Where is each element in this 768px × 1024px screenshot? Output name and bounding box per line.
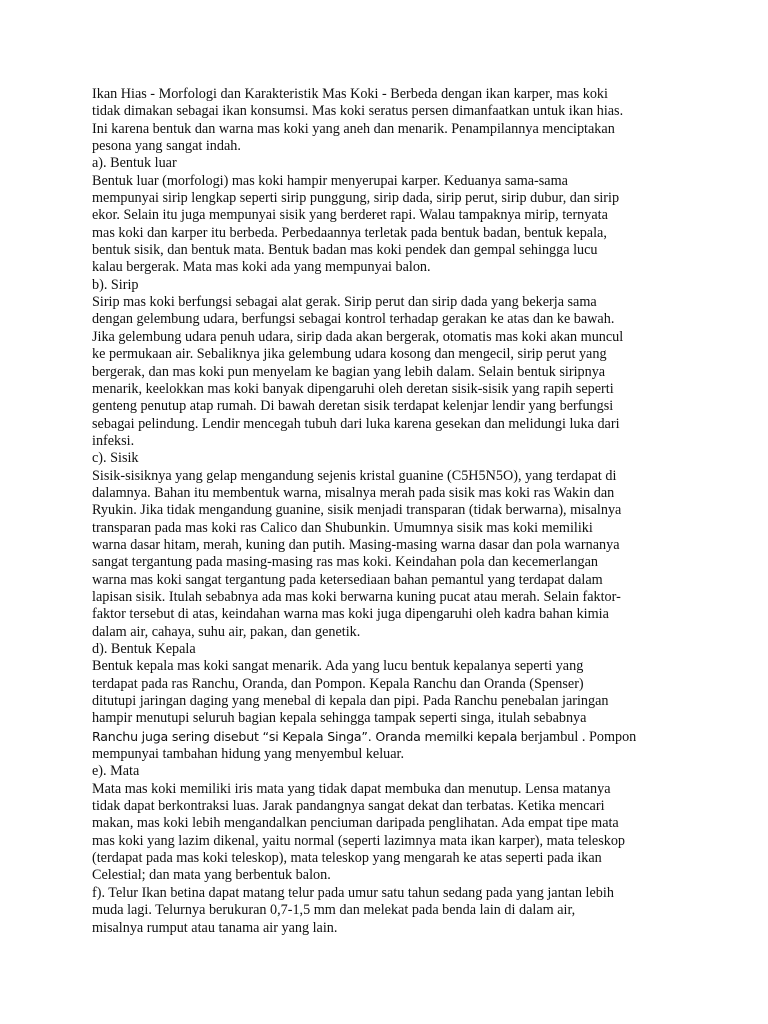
text-line: Ryukin. Jika tidak mengandung guanine, sisik menjadi transparan (tidak berwarna), misalnya xyxy=(92,502,622,519)
text-line: mempunyai sirip lengkap seperti sirip punggung, sirip dada, sirip perut, sirip dubur, dan sirip xyxy=(92,190,620,207)
text-line: dalam air, cahaya, suhu air, pakan, dan genetik. xyxy=(92,623,361,640)
text-line: Bentuk kepala mas koki sangat menarik. Ada yang lucu bentuk kepalanya seperti yang xyxy=(92,658,584,675)
text-fragment-alt-font: Ranchu juga sering disebut “si Kepala Singa”. Oranda memilki kepala xyxy=(92,728,518,744)
text-line: mas koki yang lazim dikenal, yaitu normal (seperti lazimnya mata ikan karper), mata teleskop xyxy=(92,832,626,849)
text-line: sebagai pelindung. Lendir mencegah tubuh dari luka karena gesekan dan melidungi luka dari xyxy=(92,415,620,432)
text-line: menarik, keelokkan mas koki banyak dipengaruhi oleh deretan sisik-sisik yang rapih seperti xyxy=(92,380,614,397)
text-line: f). Telur Ikan betina dapat matang telur pada umur satu tahun sedang pada yang jantan lebih xyxy=(92,884,614,901)
text-line: faktor tersebut di atas, keindahan warna mas koki juga dipengaruhi oleh kadra bahan kimia xyxy=(92,606,609,623)
document-body-continued xyxy=(92,746,702,937)
text-line: Celestial; dan mata yang berbentuk balon. xyxy=(92,867,331,884)
text-line: pesona yang sangat indah. xyxy=(92,138,241,155)
text-line: b). Sirip xyxy=(92,276,139,293)
text-line: hampir menutupi seluruh bagian kepala sehingga tampak seperti singa, itulah sebabnya xyxy=(92,710,587,727)
text-line: ditutupi jaringan daging yang menebal di kepala dan pipi. Pada Ranchu penebalan jaringan xyxy=(92,693,609,710)
text-line: terdapat pada ras Ranchu, Oranda, dan Pompon. Kepala Ranchu dan Oranda (Spenser) xyxy=(92,675,584,692)
document-body xyxy=(92,86,702,728)
text-line: Jika gelembung udara penuh udara, sirip dada akan bergerak, otomatis mas koki akan muncul xyxy=(92,328,624,345)
text-line: e). Mata xyxy=(92,763,140,780)
text-line: ekor. Selain itu juga mempunyai sisik yang berderet rapi. Walau tampaknya mirip, ternyata xyxy=(92,207,608,224)
text-line: sangat tergantung pada masing-masing ras mas koki. Keindahan pola dan kecemerlangan xyxy=(92,554,598,571)
text-line: mempunyai tambahan hidung yang menyembul keluar. xyxy=(92,746,405,763)
text-line xyxy=(92,728,702,746)
text-line: bergerak, dan mas koki pun menyelam ke bagian yang lebih dalam. Selain bentuk siripnya xyxy=(92,363,606,380)
text-line: lapisan sisik. Itulah sebabnya ada mas koki berwarna kuning pucat atau merah. Selain faktor- xyxy=(92,588,621,605)
text-line: warna mas koki sangat tergantung pada ketersediaan bahan pemantul yang terdapat dalam xyxy=(92,571,603,588)
text-line: ke permukaan air. Sebaliknya jika gelembung udara kosong dan mengecil, sirip perut yang xyxy=(92,346,607,363)
document-page xyxy=(92,86,702,937)
text-line: kalau bergerak. Mata mas koki ada yang mempunyai balon. xyxy=(92,259,431,276)
text-line: d). Bentuk Kepala xyxy=(92,641,196,657)
text-line: infeksi. xyxy=(92,432,135,449)
text-line: warna dasar hitam, merah, kuning dan putih. Masing-masing warna dasar dan pola warnanya xyxy=(92,536,620,553)
text-line: dengan gelembung udara, berfungsi sebagai kontrol terhadap gerakan ke atas dan ke bawah. xyxy=(92,311,615,328)
text-line: c). Sisik xyxy=(92,450,139,467)
text-line: tidak dimakan sebagai ikan konsumsi. Mas koki seratus persen dimanfaatkan untuk ikan hias. xyxy=(92,103,624,120)
text-line: muda lagi. Telurnya berukuran 0,7-1,5 mm dan melekat pada benda lain di dalam air, xyxy=(92,902,576,919)
text-line: (terdapat pada mas koki teleskop), mata teleskop yang mengarah ke atas seperti pada ikan xyxy=(92,850,602,867)
text-line: a). Bentuk luar xyxy=(92,155,177,172)
text-line: mas koki dan karper itu berbeda. Perbedaannya terletak pada bentuk badan, bentuk kepala, xyxy=(92,224,607,241)
text-line: Ini karena bentuk dan warna mas koki yang aneh dan menarik. Penampilannya menciptakan xyxy=(92,120,615,137)
text-line: tidak dapat berkontraksi luas. Jarak pandangnya sangat dekat dan terbatas. Ketika mencari xyxy=(92,798,605,815)
text-line: bentuk sisik, dan bentuk mata. Bentuk badan mas koki pendek dan gempal sehingga lucu xyxy=(92,242,598,259)
text-line: Sisik-sisiknya yang gelap mengandung sejenis kristal guanine (C5H5N5O), yang terdapat di xyxy=(92,467,617,484)
text-line: dalamnya. Bahan itu membentuk warna, misalnya merah pada sisik mas koki ras Wakin dan xyxy=(92,484,615,501)
text-line: Sirip mas koki berfungsi sebagai alat gerak. Sirip perut dan sirip dada yang bekerja sama xyxy=(92,294,597,311)
text-line: makan, mas koki lebih mengandalkan penciuman daripada penglihatan. Ada empat tipe mata xyxy=(92,815,619,832)
text-fragment: berjambul . Pompon xyxy=(517,728,637,745)
text-line: transparan pada mas koki ras Calico dan Shubunkin. Umumnya sisik mas koki memiliki xyxy=(92,519,593,536)
text-line: Mata mas koki memiliki iris mata yang tidak dapat membuka dan menutup. Lensa matanya xyxy=(92,780,611,797)
text-line: Bentuk luar (morfologi) mas koki hampir menyerupai karper. Keduanya sama-sama xyxy=(92,172,568,189)
text-line: misalnya rumput atau tanama air yang lain. xyxy=(92,919,338,936)
text-line: genteng penutup atap rumah. Di bawah deretan sisik terdapat kelenjar lendir yang berfungsi xyxy=(92,398,614,415)
text-line: Ikan Hias - Morfologi dan Karakteristik Mas Koki - Berbeda dengan ikan karper, mas koki xyxy=(92,86,608,102)
